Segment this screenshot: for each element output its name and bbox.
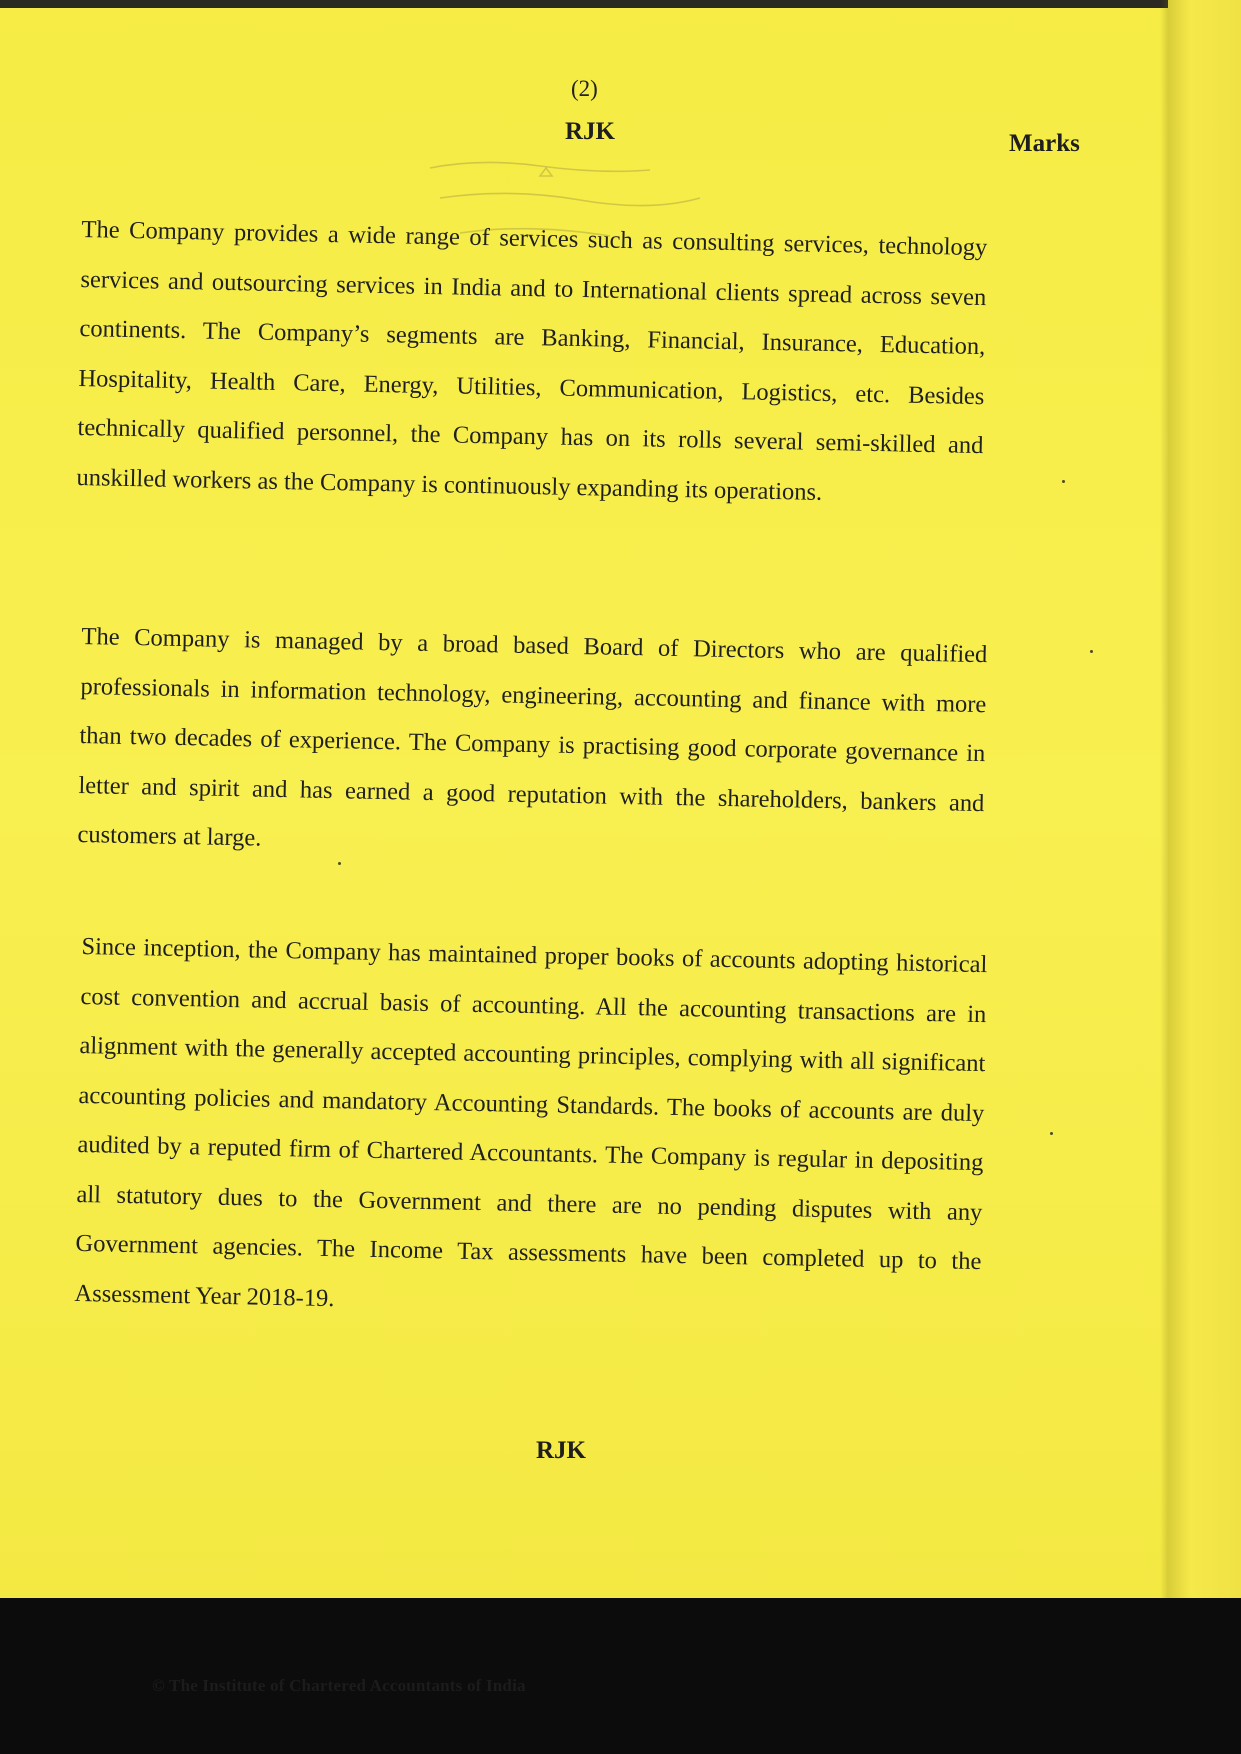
copyright-credit: © The Institute of Chartered Accountants of India (152, 1676, 526, 1695)
paper-speck (1050, 1132, 1053, 1135)
paragraph-accounting-compliance: Since inception, the Company has maintained proper books of accounts adopting historical cost convention and accrual basis of accounting. All the accounting transactions are in alignment with the generally accepted accounting principles, complying with all significant accounting policies and mandatory Accounting Standards. The books of accounts are duly audited by a reputed firm of Chartered Accountants. The Company is regular in depositing all statutory dues to the Government and there are no pending disputes with any Government agencies. The Income Tax assessments have been completed up to the Assessment Year 2018-19. (74, 932, 988, 1312)
marks-column-label: Marks (1009, 130, 1080, 157)
paper-speck (1062, 480, 1065, 483)
paragraph-company-services: The Company provides a wide range of services such as consulting services, technology services and outsourcing services in India and to International clients spread across seven continents. The Company’s segments are Banking, Financial, Insurance, Education, Hospitality, Health Care, Energy, Utilities, Communication, Logistics, etc. Besides technically qualified personnel, the Company has on its rolls several semi-skilled and unskilled workers as the Company is continuously expanding its operations. (76, 215, 988, 506)
scan-top-edge (0, 0, 1168, 8)
page-number: (2) (571, 76, 598, 101)
paper-code-header: RJK (565, 118, 615, 145)
scanner-bed (0, 1598, 1241, 1754)
paper-speck (338, 862, 341, 865)
paragraph-board-governance: The Company is managed by a broad based Board of Directors who are qualified professionals in information technology, engineering, accounting and finance with more than two decades of experience. The Company is practising good corporate governance in letter and spirit and has earned a good reputation with the shareholders, bankers and customers at large. (77, 622, 988, 852)
page-stack-edge (1168, 0, 1241, 1640)
paper-speck (1090, 650, 1093, 653)
paper-code-footer: RJK (536, 1437, 586, 1464)
